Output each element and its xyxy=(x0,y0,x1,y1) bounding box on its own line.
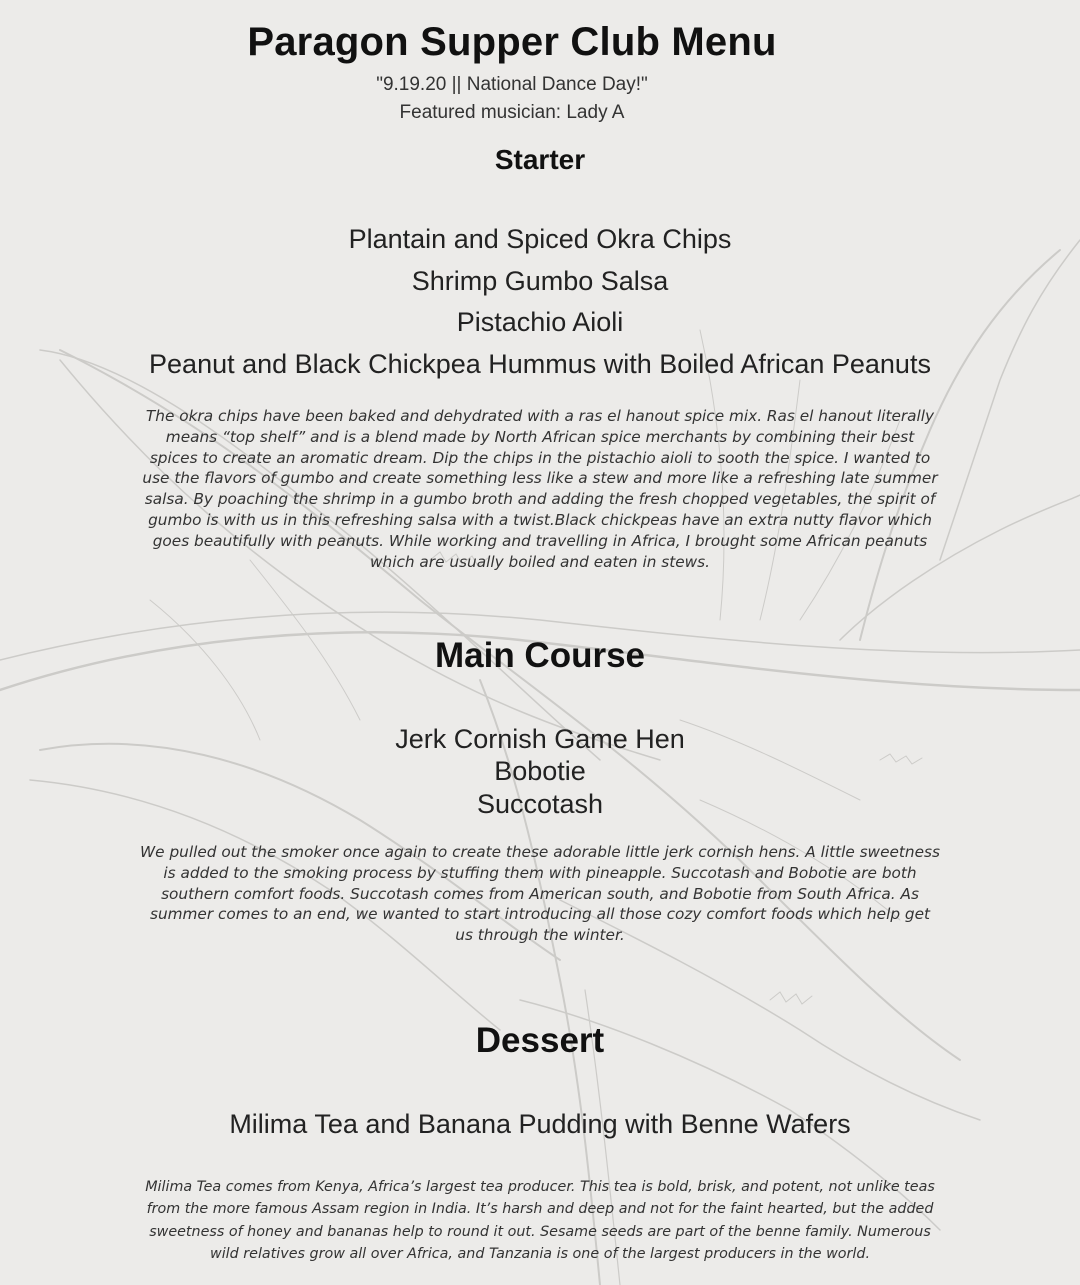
starter-description: The okra chips have been baked and dehydrated with a ras el hanout spice mix. Ras el hanout literally means “top shelf” and is a blend made by North African spice merchants by combining their best spices to create an aromatic dream. Dip the chips in the pistachio aioli to sooth the spice. I wanted to use the flavors of gumbo and create something less like a stew and more like a refreshing late summer salsa. By poaching the shrimp in a gumbo broth and adding the fresh chopped vegetables, the spirit of gumbo is with us in this refreshing salsa with a twist.Black chickpeas have an extra nutty flavor which goes beautifully with peanuts. While working and travelling in Africa, I brought some African peanuts which are usually boiled and eaten in stews. xyxy=(142,407,938,571)
starter-heading: Starter xyxy=(494,144,586,175)
starter-dish: Pistachio Aioli xyxy=(456,307,624,337)
starter-dish: Plantain and Spiced Okra Chips xyxy=(348,224,732,254)
dessert-description: Milima Tea comes from Kenya, Africa’s largest tea producer. This tea is bold, brisk, and potent, not unlike teas from the more famous Assam region in India. It’s harsh and deep and not for the faint hearted, but the added sweetness of honey and bananas help to round it out. Sesame seeds are part of the benne family. Numerous wild relatives grow all over Africa, and Tanzania is one of the largest producers in the world. xyxy=(145,1179,935,1263)
dessert-heading: Dessert xyxy=(475,1021,605,1060)
main-course-dish: Succotash xyxy=(476,789,604,819)
starter-dish: Peanut and Black Chickpea Hummus with Boiled African Peanuts xyxy=(149,349,931,379)
main-course-description: We pulled out the smoker once again to create these adorable little jerk cornish hens. A little sweetness is added to the smoking process by stuffing them with pineapple. Succotash and Bobotie are both southern comfort foods. Succotash comes from American south, and Bobotie from South Africa. As summer comes to an end, we wanted to start introducing all those cozy comfort foods which help get us through the winter. xyxy=(140,843,940,945)
menu-title: Paragon Supper Club Menu xyxy=(247,20,777,64)
featured-musician: Featured musician: Lady A xyxy=(399,102,625,123)
event-date-subtitle: "9.19.20 || National Dance Day!" xyxy=(376,74,648,95)
main-course-dish: Bobotie xyxy=(494,756,586,786)
main-course-heading: Main Course xyxy=(434,636,646,675)
starter-dish: Shrimp Gumbo Salsa xyxy=(411,266,669,296)
dessert-dish: Milima Tea and Banana Pudding with Benne Wafers xyxy=(229,1109,851,1139)
main-course-dish: Jerk Cornish Game Hen xyxy=(395,724,685,754)
